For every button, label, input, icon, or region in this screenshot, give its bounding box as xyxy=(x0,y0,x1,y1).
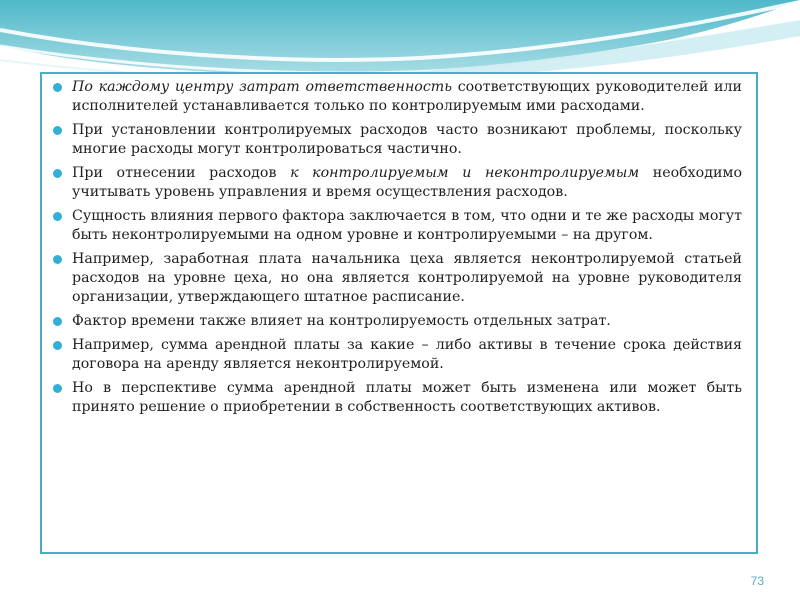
bullet-item xyxy=(50,379,742,417)
bullet-dot-icon xyxy=(53,83,62,92)
bullet-text-segment: При отнесении расходов xyxy=(72,165,291,181)
bullet-text-segment: необходимо учитывать уровень управления и время осуществления расходов. xyxy=(72,165,742,200)
bullet-item xyxy=(50,121,742,159)
bullet-text-segment: к контролируемым и неконтролируемым xyxy=(290,165,640,181)
bullet-dot-icon xyxy=(53,255,62,264)
bullet-item xyxy=(50,312,742,331)
slide-number: 73 xyxy=(750,574,764,588)
bullet-text-segment: Фактор времени также влияет на контролируемость отдельных затрат. xyxy=(72,313,611,329)
bullet-dot-icon xyxy=(53,212,62,221)
bullet-item xyxy=(50,164,742,202)
bullet-dot-icon xyxy=(53,126,62,135)
bullet-text-segment: По каждому центру затрат ответственность xyxy=(72,79,452,95)
bullet-dot-icon xyxy=(53,317,62,326)
bullet-text-segment: Например, сумма арендной платы за какие – либо активы в течение срока действия договора на аренду является неконтролируемой. xyxy=(72,337,742,372)
bullet-text-segment: Сущность влияния первого фактора заключается в том, что одни и те же расходы могут быть неконтролируемыми на одном уровне и контролируемыми – на другом. xyxy=(72,208,742,243)
bullet-item xyxy=(50,336,742,374)
bullet-text-segment: Но в перспективе сумма арендной платы может быть изменена или может быть принято решение о приобретении в собственность соответствующих активов. xyxy=(72,380,742,415)
content-frame xyxy=(40,72,758,554)
bullet-dot-icon xyxy=(53,169,62,178)
bullet-item xyxy=(50,207,742,245)
bullet-text-segment: соответствующих руководителей или исполнителей устанавливается только по контролируемым ими расходами. xyxy=(72,79,742,114)
bullet-dot-icon xyxy=(53,341,62,350)
bullet-list xyxy=(50,78,742,417)
bullet-item xyxy=(50,250,742,307)
bullet-item xyxy=(50,78,742,116)
bullet-text-segment: При установлении контролируемых расходов часто возникают проблемы, поскольку многие расходы могут контролироваться частично. xyxy=(72,122,742,157)
bullet-dot-icon xyxy=(53,384,62,393)
bullet-text-segment: Например, заработная плата начальника цеха является неконтролируемой статьей расходов на уровне цеха, но она является контролируемой на уровне руководителя организации, утверждающего штатное расписание. xyxy=(72,251,742,305)
